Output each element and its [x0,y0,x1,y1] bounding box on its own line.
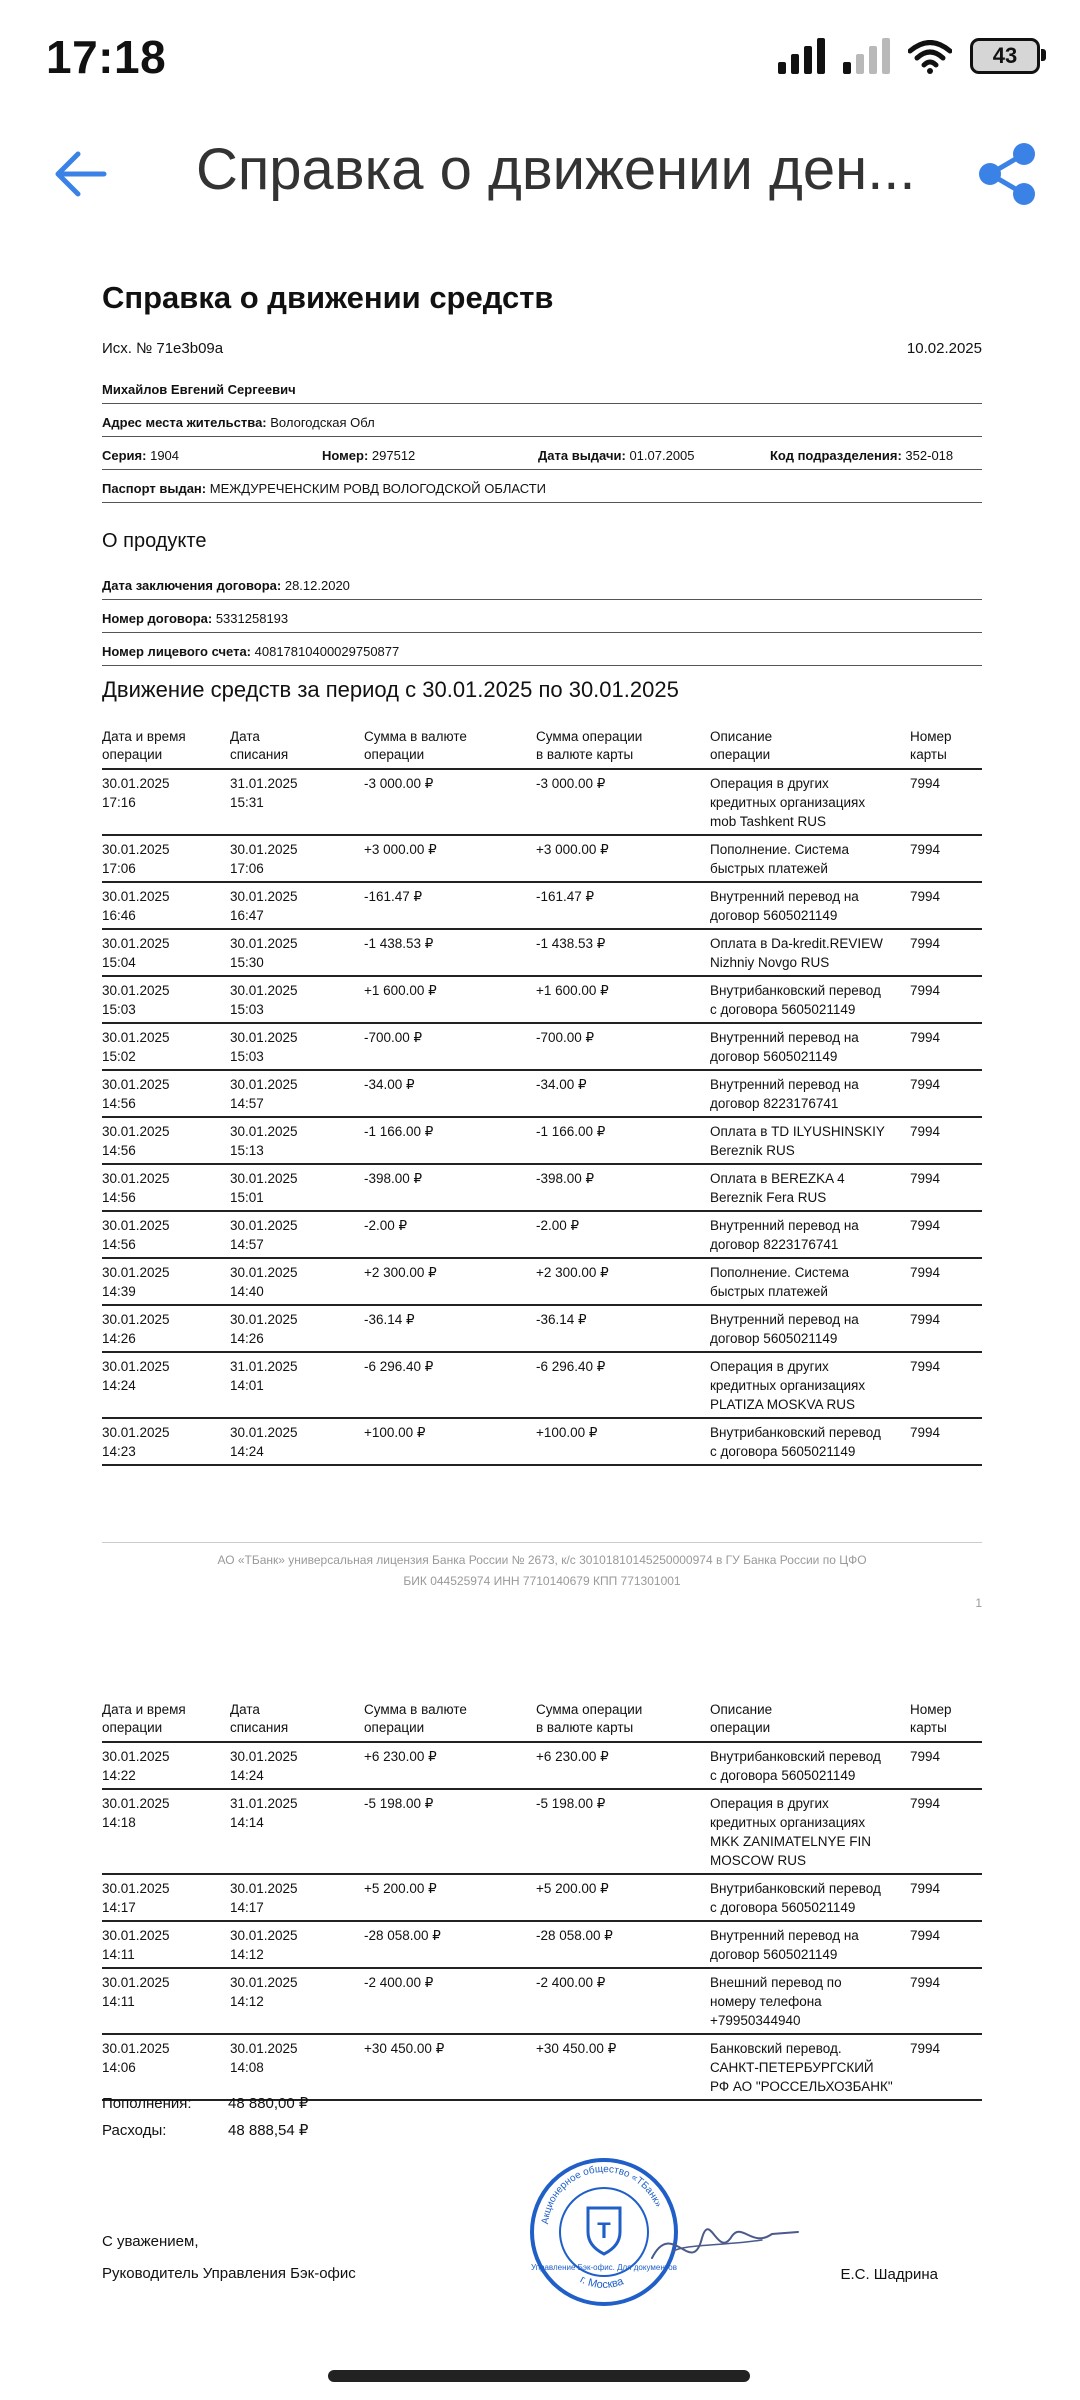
cell-debit-date: 30.01.2025 14:17 [230,1874,364,1921]
cell-amount-card-currency: -2.00 ₽ [536,1211,710,1258]
cell-card-number: 7994 [910,1418,982,1465]
cell-amount-card-currency: -1 438.53 ₽ [536,929,710,976]
cell-description: Внутренний перевод на договор 8223176741 [710,1070,910,1117]
income-total [102,2090,308,2117]
signer-position: Руководитель Управления Бэк-офис [102,2265,356,2282]
screen-title: Справка о движении ден... [196,137,916,202]
cell-card-number: 7994 [910,882,982,929]
signal-2-icon [843,38,890,74]
cell-operation-datetime: 30.01.2025 15:04 [102,929,230,976]
cell-card-number: 7994 [910,1789,982,1874]
stamp-letter: Т [597,2218,611,2243]
reference-number: Исх. № 71e3b09a [102,340,224,357]
cell-amount-card-currency: -398.00 ₽ [536,1164,710,1211]
cell-debit-date: 30.01.2025 16:47 [230,882,364,929]
col-header: Сумма операции в валюте карты [536,728,710,769]
cell-description: Оплата в BEREZKA 4 Bereznik Fera RUS [710,1164,910,1211]
cell-debit-date: 31.01.2025 15:31 [230,769,364,835]
app-bar [0,120,1080,230]
cell-card-number: 7994 [910,1921,982,1968]
cell-description: Внутрибанковский перевод с договора 5605021149 [710,1418,910,1465]
period-heading: Движение средств за период с 30.01.2025 по 30.01.2025 [102,677,679,702]
reference-line [102,340,982,357]
cell-operation-datetime: 30.01.2025 14:23 [102,1418,230,1465]
cell-amount-card-currency: +3 000.00 ₽ [536,835,710,882]
number-label: Номер: [322,448,369,463]
expense-value: 48 888,54 ₽ [228,2122,309,2139]
col-header: Сумма в валюте операции [364,728,536,769]
cell-debit-date: 30.01.2025 17:06 [230,835,364,882]
cell-card-number: 7994 [910,929,982,976]
cell-description: Внутренний перевод на договор 5605021149 [710,1023,910,1070]
cell-debit-date: 31.01.2025 14:01 [230,1352,364,1418]
signer-name: Е.С. Шадрина [840,2266,938,2283]
col-header: Описание операции [710,1701,910,1742]
bank-footer [102,1550,982,1592]
table-row [102,882,982,929]
cell-description: Банковский перевод. САНКТ-ПЕТЕРБУРГСКИЙ РФ АО "РОССЕЛЬХОЗБАНК" [710,2034,910,2100]
dept-code-value: 352-018 [905,448,954,463]
table-row [102,1742,982,1789]
cell-description: Внутренний перевод на договор 5605021149 [710,1921,910,1968]
table-row [102,1968,982,2034]
table-row [102,1023,982,1070]
address-label: Адрес места жительства: [102,415,267,430]
expense-total [102,2117,308,2144]
cell-amount-operation-currency: -28 058.00 ₽ [364,1921,536,1968]
footer-requisites: БИК 044525974 ИНН 7710140679 КПП 771301001 [403,1574,681,1588]
cell-card-number: 7994 [910,1968,982,2034]
table-row [102,1070,982,1117]
signature-block [102,2226,356,2290]
cell-debit-date: 30.01.2025 15:30 [230,929,364,976]
income-label: Пополнения: [102,2095,192,2112]
table-row [102,1418,982,1465]
cell-description: Оплата в TD ILYUSHINSKIY Bereznik RUS [710,1117,910,1164]
issue-date-label: Дата выдачи: [538,448,626,463]
product-heading: О продукте [102,530,207,552]
cell-amount-operation-currency: -700.00 ₽ [364,1023,536,1070]
series-cell [102,448,322,463]
cell-description: Оплата в Da-kredit.REVIEW Nizhniy Novgo RUS [710,929,910,976]
cell-amount-card-currency: -700.00 ₽ [536,1023,710,1070]
col-header: Сумма операции в валюте карты [536,1701,710,1742]
totals [102,2090,308,2144]
cell-description: Внутренний перевод на договор 5605021149 [710,1305,910,1352]
cell-description: Внутренний перевод на договор 5605021149 [710,882,910,929]
cell-amount-operation-currency: -161.47 ₽ [364,882,536,929]
footer-divider [102,1542,982,1543]
cell-amount-operation-currency: -1 438.53 ₽ [364,929,536,976]
col-header: Сумма в валюте операции [364,1701,536,1742]
cell-amount-operation-currency: -36.14 ₽ [364,1305,536,1352]
expense-label: Расходы: [102,2122,167,2139]
cell-operation-datetime: 30.01.2025 17:16 [102,769,230,835]
dept-code-label: Код подразделения: [770,448,902,463]
cell-debit-date: 30.01.2025 15:03 [230,976,364,1023]
cell-amount-operation-currency: -2 400.00 ₽ [364,1968,536,2034]
cell-debit-date: 30.01.2025 14:26 [230,1305,364,1352]
transactions-table-page-1 [102,728,982,1466]
cell-amount-operation-currency: -1 166.00 ₽ [364,1117,536,1164]
series-label: Серия: [102,448,147,463]
passport-details-row [102,448,982,470]
cell-card-number: 7994 [910,976,982,1023]
table-row [102,976,982,1023]
document-date: 10.02.2025 [906,340,982,357]
cell-description: Внутренний перевод на договор 8223176741 [710,1211,910,1258]
signal-icon [778,38,825,74]
col-header: Дата и время операции [102,1701,230,1742]
cell-amount-card-currency: -28 058.00 ₽ [536,1921,710,1968]
table-row [102,1352,982,1418]
battery-level: 43 [992,43,1018,68]
cell-card-number: 7994 [910,1258,982,1305]
cell-amount-card-currency: +5 200.00 ₽ [536,1874,710,1921]
cell-amount-card-currency: -161.47 ₽ [536,882,710,929]
cell-amount-card-currency: +6 230.00 ₽ [536,1742,710,1789]
cell-amount-operation-currency: +2 300.00 ₽ [364,1258,536,1305]
cell-amount-operation-currency: +6 230.00 ₽ [364,1742,536,1789]
contract-date-label: Дата заключения договора: [102,578,282,593]
cell-description: Операция в других кредитных организациях MKK ZANIMATELNYE FIN MOSCOW RUS [710,1789,910,1874]
cell-amount-card-currency: -36.14 ₽ [536,1305,710,1352]
table-row [102,1211,982,1258]
cell-amount-card-currency: -1 166.00 ₽ [536,1117,710,1164]
passport-value: МЕЖДУРЕЧЕНСКИМ РОВД ВОЛОГОДСКОЙ ОБЛАСТИ [209,481,547,496]
cell-card-number: 7994 [910,1874,982,1921]
stamp-inner-text: Управление Бэк-офис. Для документов [530,2263,678,2272]
cell-amount-card-currency: +2 300.00 ₽ [536,1258,710,1305]
contract-date-row [102,578,982,600]
cell-amount-card-currency: -34.00 ₽ [536,1070,710,1117]
cell-amount-operation-currency: -398.00 ₽ [364,1164,536,1211]
table-row [102,1921,982,1968]
cell-card-number: 7994 [910,835,982,882]
col-header: Номер карты [910,728,982,769]
account-label: Номер лицевого счета: [102,644,252,659]
cell-debit-date: 30.01.2025 14:40 [230,1258,364,1305]
cell-card-number: 7994 [910,1211,982,1258]
cell-amount-operation-currency: +30 450.00 ₽ [364,2034,536,2100]
cell-operation-datetime: 30.01.2025 14:11 [102,1921,230,1968]
client-name-row [102,382,982,404]
address-value: Вологодская Обл [270,415,375,430]
address-row [102,415,982,437]
cell-amount-card-currency: -3 000.00 ₽ [536,769,710,835]
cell-debit-date: 30.01.2025 14:12 [230,1921,364,1968]
cell-amount-operation-currency: +5 200.00 ₽ [364,1874,536,1921]
table-row [102,1164,982,1211]
cell-amount-card-currency: +30 450.00 ₽ [536,2034,710,2100]
footer-license: АО «ТБанк» универсальная лицензия Банка России № 2673, к/с 30101810145250000974 в ГУ Банка России по ЦФО [217,1553,867,1567]
cell-operation-datetime: 30.01.2025 14:18 [102,1789,230,1874]
cell-operation-datetime: 30.01.2025 14:22 [102,1742,230,1789]
cell-operation-datetime: 30.01.2025 14:26 [102,1305,230,1352]
col-header: Дата и время операции [102,728,230,769]
cell-operation-datetime: 30.01.2025 14:11 [102,1968,230,2034]
cell-debit-date: 30.01.2025 14:08 [230,2034,364,2100]
table-row [102,1117,982,1164]
status-bar [0,0,1080,120]
cell-amount-operation-currency: -3 000.00 ₽ [364,769,536,835]
cell-card-number: 7994 [910,2034,982,2100]
stamp-outer-text: Акционерное общество «ТБанк» [540,2163,664,2225]
table-row [102,1789,982,1874]
cell-amount-operation-currency: -6 296.40 ₽ [364,1352,536,1418]
cell-amount-card-currency: -6 296.40 ₽ [536,1352,710,1418]
col-header: Дата списания [230,728,364,769]
share-icon[interactable] [974,140,1042,208]
table-row [102,769,982,835]
cell-description: Операция в других кредитных организациях PLATIZA MOSKVA RUS [710,1352,910,1418]
cell-amount-card-currency: +1 600.00 ₽ [536,976,710,1023]
passport-issued-row [102,481,982,503]
cell-description: Пополнение. Система быстрых платежей [710,835,910,882]
col-header: Дата списания [230,1701,364,1742]
table-row [102,929,982,976]
table-header-row [102,728,982,769]
cell-card-number: 7994 [910,1070,982,1117]
cell-description: Внутрибанковский перевод с договора 5605021149 [710,1874,910,1921]
cell-operation-datetime: 30.01.2025 15:02 [102,1023,230,1070]
cell-card-number: 7994 [910,1352,982,1418]
dept-code-cell [770,448,953,463]
cell-operation-datetime: 30.01.2025 14:24 [102,1352,230,1418]
cell-operation-datetime: 30.01.2025 14:17 [102,1874,230,1921]
wifi-icon [908,40,952,74]
cell-description: Пополнение. Система быстрых платежей [710,1258,910,1305]
cell-description: Операция в других кредитных организациях mob Tashkent RUS [710,769,910,835]
contract-date-value: 28.12.2020 [284,578,350,593]
cell-operation-datetime: 30.01.2025 14:39 [102,1258,230,1305]
table-row [102,835,982,882]
cell-card-number: 7994 [910,1164,982,1211]
cell-amount-operation-currency: +3 000.00 ₽ [364,835,536,882]
cell-amount-operation-currency: -5 198.00 ₽ [364,1789,536,1874]
cell-operation-datetime: 30.01.2025 14:06 [102,2034,230,2100]
cell-card-number: 7994 [910,1117,982,1164]
cell-card-number: 7994 [910,769,982,835]
income-value: 48 880,00 ₽ [228,2095,309,2112]
table-body [102,1742,982,2100]
cell-card-number: 7994 [910,1742,982,1789]
cell-amount-operation-currency: -34.00 ₽ [364,1070,536,1117]
status-time: 17:18 [46,31,167,83]
cell-operation-datetime: 30.01.2025 14:56 [102,1164,230,1211]
col-header: Описание операции [710,728,910,769]
cell-debit-date: 30.01.2025 14:57 [230,1211,364,1258]
home-indicator[interactable] [328,2370,750,2382]
issue-date-value: 01.07.2005 [629,448,695,463]
cell-amount-operation-currency: -2.00 ₽ [364,1211,536,1258]
stamp-city: г. Москва [577,2273,626,2292]
bank-stamp [522,2148,802,2318]
cell-operation-datetime: 30.01.2025 14:56 [102,1117,230,1164]
status-icons [778,38,1040,74]
cell-operation-datetime: 30.01.2025 15:03 [102,976,230,1023]
cell-description: Внешний перевод по номеру телефона +79950344940 [710,1968,910,2034]
table-row [102,1305,982,1352]
cell-debit-date: 30.01.2025 14:24 [230,1418,364,1465]
number-value: 297512 [371,448,416,463]
cell-operation-datetime: 30.01.2025 17:06 [102,835,230,882]
battery-icon [970,38,1040,74]
client-name: Михайлов Евгений Сергеевич [102,382,296,397]
cell-debit-date: 31.01.2025 14:14 [230,1789,364,1874]
cell-debit-date: 30.01.2025 14:57 [230,1070,364,1117]
account-row [102,644,982,666]
cell-operation-datetime: 30.01.2025 14:56 [102,1070,230,1117]
cell-operation-datetime: 30.01.2025 14:56 [102,1211,230,1258]
table-body [102,769,982,1465]
page-number: 1 [975,1596,982,1610]
document-title: Справка о движении средств [102,280,554,315]
cell-amount-card-currency: -2 400.00 ₽ [536,1968,710,2034]
passport-label: Паспорт выдан: [102,481,207,496]
table-row [102,1258,982,1305]
contract-number-row [102,611,982,633]
cell-amount-operation-currency: +100.00 ₽ [364,1418,536,1465]
cell-description: Внутрибанковский перевод с договора 5605021149 [710,1742,910,1789]
back-arrow-icon[interactable] [48,142,112,206]
cell-operation-datetime: 30.01.2025 16:46 [102,882,230,929]
series-value: 1904 [150,448,180,463]
table-header-row [102,1701,982,1742]
cell-debit-date: 30.01.2025 15:03 [230,1023,364,1070]
contract-number-label: Номер договора: [102,611,213,626]
cell-description: Внутрибанковский перевод с договора 5605021149 [710,976,910,1023]
cell-card-number: 7994 [910,1023,982,1070]
account-value: 40817810400029750877 [254,644,400,659]
cell-amount-card-currency: -5 198.00 ₽ [536,1789,710,1874]
col-header: Номер карты [910,1701,982,1742]
table-row [102,1874,982,1921]
transactions-table-page-2 [102,1701,982,2101]
cell-amount-card-currency: +100.00 ₽ [536,1418,710,1465]
number-cell [322,448,538,463]
contract-number-value: 5331258193 [215,611,289,626]
greeting: С уважением, [102,2233,199,2250]
cell-debit-date: 30.01.2025 14:24 [230,1742,364,1789]
issue-date-cell [538,448,770,463]
cell-debit-date: 30.01.2025 15:01 [230,1164,364,1211]
cell-debit-date: 30.01.2025 14:12 [230,1968,364,2034]
cell-debit-date: 30.01.2025 15:13 [230,1117,364,1164]
cell-amount-operation-currency: +1 600.00 ₽ [364,976,536,1023]
cell-card-number: 7994 [910,1305,982,1352]
